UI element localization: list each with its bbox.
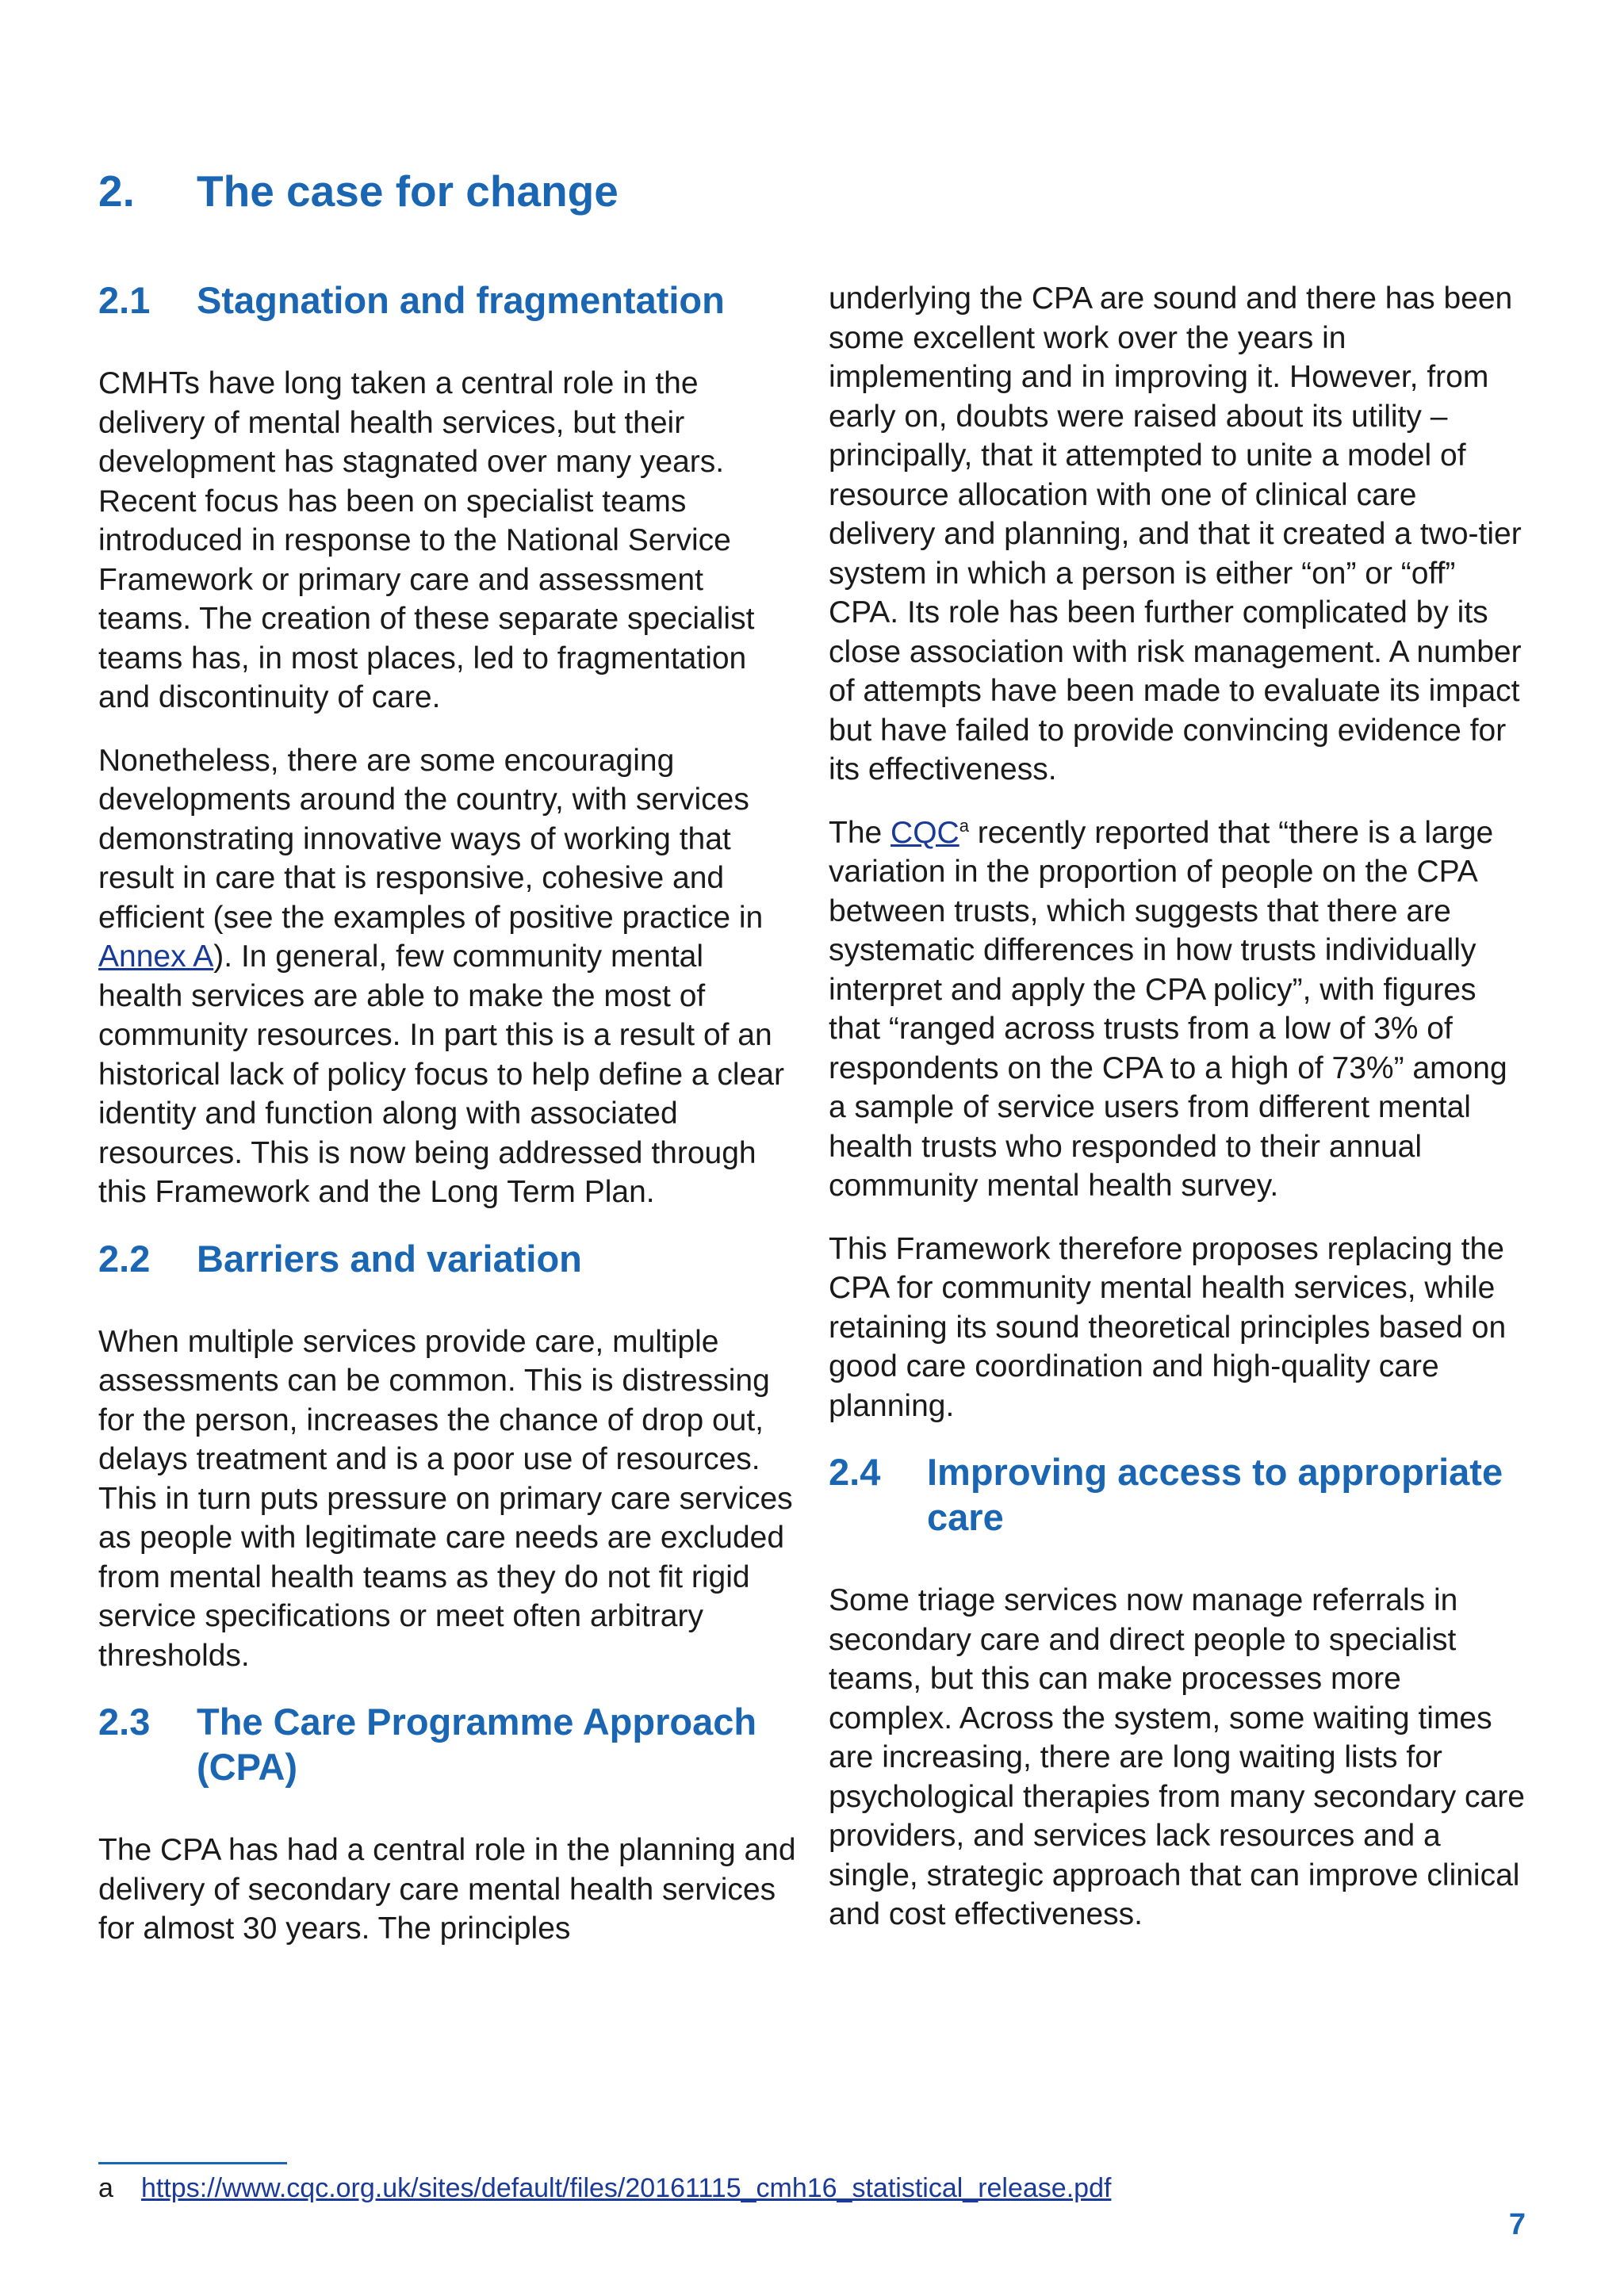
section-number: 2.2 [98,1237,151,1280]
paragraph-2-4: Some triage services now manage referrals in secondary care and direct people to specialist teams, but this can make processes more complex. Across the system, some waiting times are increasing, there are long waiting lists for psychological therapies from many secondary care providers, and services lack resources and a single, strategic approach that can improve clinical and cost effectiveness. [829,1583,1525,1931]
text-segment: Nonetheless, there are some encouraging developments around the country, with services demonstrating innovative ways of working that result in care that is responsive, cohesive and efficient (see the examples of positive practice in [98,743,764,935]
paragraph-2-3-b [829,813,1526,1206]
chapter-title: The case for change [197,166,619,216]
section-title: Barriers and variation [197,1237,582,1280]
section-heading-2-2 [98,1236,796,1281]
chapter-number: 2. [98,166,135,216]
annex-a-link[interactable]: Annex A [98,939,214,974]
section-number: 2.1 [98,279,151,321]
section-title: Stagnation and fragmentation [197,279,725,321]
text-segment: The [829,815,891,850]
cqc-link[interactable]: CQC [891,815,959,850]
section-title: The Care Programme Approach (CPA) [197,1701,757,1788]
section-title: Improving access to appropriate care [927,1451,1503,1538]
text-segment: recently reported that “there is a large variation in the proportion of people on the CPA between trusts, which suggests that there are systematic differences in how trusts individually interpret and apply the CPA policy”, with figures that “ranged across trusts from a low of 3% of respondents on the CPA to a high of 73%” among a sample of service users from different mental health trusts who responded to their annual community mental health survey. [829,815,1507,1203]
paragraph-2-3-a-continued: underlying the CPA are sound and there has been some excellent work over the years in implementing and in improving it. However, from early on, doubts were raised about its utility – principally, that it attempted to unite a model of resource allocation with one of clinical care delivery and planning, and that it created a two-tier system in which a person is either “on” or “off” CPA. Its role has been further complicated by its close association with risk management. A number of attempts have been made to evaluate its impact but have failed to provide convincing evidence for its effectiveness. [829,281,1522,786]
footnote-divider [98,2162,287,2164]
section-heading-2-3 [98,1699,796,1789]
footnote-url-link[interactable]: https://www.cqc.org.uk/sites/default/files/20161115_cmh16_statistical_release.pdf [141,2173,1112,2203]
footnote [98,2171,1111,2206]
paragraph-2-2: When multiple services provide care, multiple assessments can be common. This is distressing for the person, increases the chance of drop out, delays treatment and is a poor use of resources. This in turn puts pressure on primary care services as people with legitimate care needs are excluded from mental health teams as they do not fit rigid service specifications or meet often arbitrary thresholds. [98,1324,793,1673]
page-number: 7 [1508,2208,1526,2241]
page-title [98,165,619,217]
footnote-mark: a [98,2173,113,2203]
section-heading-2-4 [829,1449,1526,1540]
section-heading-2-1 [98,277,796,323]
text-segment: ). In general, few community mental health services are able to make the most of community resources. In part this is a result of an historical lack of policy focus to help define a clear identity and function along with associated resources. This is now being addressed through this Framework and the Long Term Plan. [98,939,784,1209]
paragraph-2-1-a: CMHTs have long taken a central role in the delivery of mental health services, but their development has stagnated over many years. Recent focus has been on specialist teams introduced in response to the National Service Framework or primary care and assessment teams. The creation of these separate specialist teams has, in most places, led to fragmentation and discontinuity of care. [98,366,755,714]
paragraph-2-3-a-start: The CPA has had a central role in the planning and delivery of secondary care mental health services for almost 30 years. The principles [98,1833,796,1946]
paragraph-2-1-b [98,741,796,1212]
footnote-marker: a [959,815,969,836]
right-column [829,279,1526,1958]
section-number: 2.4 [829,1451,881,1493]
left-column [98,277,796,1973]
paragraph-2-3-c: This Framework therefore proposes replacing the CPA for community mental health services, while retaining its sound theoretical principles based on good care coordination and high-quality care planning. [829,1231,1507,1423]
section-number: 2.3 [98,1701,151,1743]
